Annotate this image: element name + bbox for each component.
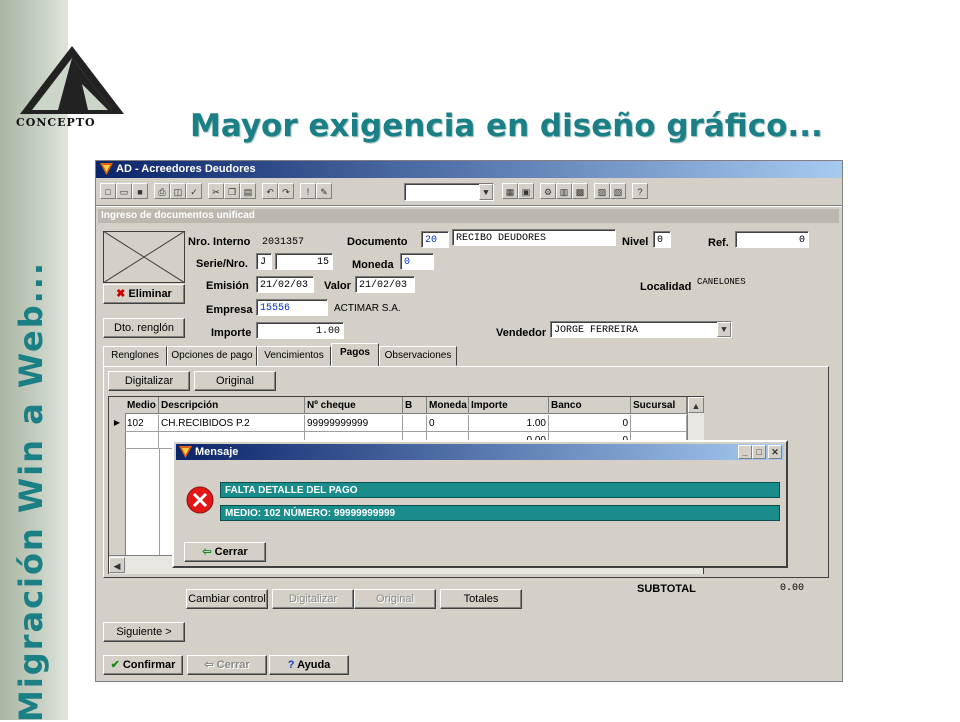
documento-label: Documento: [347, 236, 408, 248]
grid-cell[interactable]: 0: [427, 415, 469, 432]
nro-interno-label: Nro. Interno: [188, 236, 251, 248]
tab-opciones-de-pago[interactable]: Opciones de pago: [167, 346, 257, 366]
col-header-importe[interactable]: Importe: [469, 397, 549, 414]
original-button[interactable]: Original: [194, 371, 276, 391]
message-dialog: [172, 440, 788, 568]
paste-icon[interactable]: ▤: [240, 183, 256, 199]
ayuda-button[interactable]: [269, 655, 349, 675]
digitalizar-disabled-button[interactable]: Digitalizar: [272, 589, 354, 609]
chevron-down-icon[interactable]: ▼: [479, 184, 493, 200]
slide-title: Mayor exigencia en diseño gráfico...: [190, 108, 823, 144]
message-line-2: MEDIO: 102 NÚMERO: 99999999999: [220, 505, 780, 521]
col-header-moneda[interactable]: Moneda: [427, 397, 469, 414]
valor-label: Valor: [324, 280, 351, 292]
window-icon[interactable]: ▣: [518, 183, 534, 199]
report-icon[interactable]: ▥: [556, 183, 572, 199]
ref-field[interactable]: 0: [735, 231, 809, 248]
app-title: AD - Acreedores Deudores: [116, 163, 256, 175]
message-line-1: FALTA DETALLE DEL PAGO: [220, 482, 780, 498]
emision-label: Emisión: [206, 280, 249, 292]
localidad-value: CANELONES: [697, 277, 746, 287]
copy-icon[interactable]: ❐: [224, 183, 240, 199]
moneda-field[interactable]: 0: [400, 253, 434, 270]
checkmark-icon: ✔: [110, 659, 120, 671]
empty-column: [125, 449, 160, 555]
confirmar-button[interactable]: [103, 655, 183, 675]
alert-icon[interactable]: !: [300, 183, 316, 199]
serie-field[interactable]: J: [256, 253, 272, 270]
ref-label: Ref.: [708, 237, 729, 249]
grid-cell[interactable]: [125, 432, 159, 449]
eliminar-button[interactable]: [103, 284, 185, 304]
vendedor-label: Vendedor: [496, 327, 547, 339]
cut-icon[interactable]: ✂: [208, 183, 224, 199]
minimize-icon[interactable]: _: [738, 445, 752, 459]
vendedor-select[interactable]: [550, 321, 732, 338]
grid-cell[interactable]: CH.RECIBIDOS P.2: [159, 415, 305, 432]
toolbar-combo[interactable]: [404, 183, 494, 201]
dialog-title: Mensaje: [195, 446, 239, 458]
moneda-label: Moneda: [352, 259, 394, 271]
subtotal-label: SUBTOTAL: [637, 583, 696, 595]
app-titlebar: [96, 161, 842, 178]
close-icon[interactable]: ✕: [768, 445, 782, 459]
col-header-banco[interactable]: Banco: [549, 397, 631, 414]
app-logo-icon: [100, 163, 113, 175]
tab-pagos[interactable]: Pagos: [331, 343, 379, 367]
digitalizar-button[interactable]: Digitalizar: [108, 371, 190, 391]
calc-icon[interactable]: ▩: [572, 183, 588, 199]
localidad-label: Localidad: [640, 281, 692, 293]
redo-icon[interactable]: ↷: [278, 183, 294, 199]
importe-label: Importe: [211, 327, 252, 339]
dialog-cerrar-label: Cerrar: [214, 546, 248, 558]
form-title: Ingreso de documentos unificad: [98, 209, 839, 223]
siguiente-button[interactable]: Siguiente >: [103, 622, 185, 642]
spellcheck-icon[interactable]: ✓: [186, 183, 202, 199]
help-icon[interactable]: ?: [632, 183, 648, 199]
dto-renglon-button[interactable]: Dto. renglón: [103, 318, 185, 338]
toolbar: [96, 179, 842, 206]
original-disabled-button[interactable]: Original: [354, 589, 436, 609]
nivel-label: Nivel: [622, 236, 649, 248]
scroll-left-icon[interactable]: ◀: [109, 557, 125, 573]
maximize-icon[interactable]: □: [752, 445, 766, 459]
nivel-field[interactable]: 0: [653, 231, 671, 248]
help-icon: ?: [287, 659, 295, 671]
ayuda-label: Ayuda: [297, 659, 331, 671]
nro-interno-value: 2031357: [262, 237, 305, 248]
tools-icon[interactable]: ⚙: [540, 183, 556, 199]
tab-vencimientos[interactable]: Vencimientos: [257, 346, 331, 366]
app-window: [95, 160, 843, 682]
open-icon[interactable]: ▭: [116, 183, 132, 199]
exit-door-icon: ⇦: [204, 659, 214, 671]
grid-cell[interactable]: 1.00: [469, 415, 549, 432]
app-logo-icon: [179, 446, 192, 458]
exit-door-icon: ⇦: [202, 546, 212, 558]
grid-cell[interactable]: 0: [549, 415, 631, 432]
empresa-label: Empresa: [206, 304, 253, 316]
preview-icon[interactable]: ◫: [170, 183, 186, 199]
edit-icon[interactable]: ✎: [316, 183, 332, 199]
subtotal-value: 0.00: [780, 583, 805, 594]
new-icon[interactable]: □: [100, 183, 116, 199]
emision-field[interactable]: 21/02/03: [256, 276, 314, 293]
grid-cell[interactable]: 99999999999: [305, 415, 403, 432]
cerrar-label: Cerrar: [216, 659, 250, 671]
empresa-code-field[interactable]: 15556: [256, 299, 328, 316]
dialog-cerrar-button[interactable]: [184, 542, 266, 562]
documento-name-field[interactable]: RECIBO DEUDORES: [452, 229, 616, 246]
grid-icon[interactable]: ▦: [502, 183, 518, 199]
tab-observaciones[interactable]: Observaciones: [379, 346, 457, 366]
export-icon[interactable]: ▨: [594, 183, 610, 199]
col-header-sucursal[interactable]: Sucursal: [631, 397, 687, 414]
documento-code-field[interactable]: 20: [421, 231, 449, 248]
save-icon[interactable]: ■: [132, 183, 148, 199]
vertical-title: Migración Win a Web...: [12, 260, 50, 722]
grid-cell[interactable]: [403, 415, 427, 432]
error-icon: [186, 486, 214, 514]
cerrar-disabled-button[interactable]: [187, 655, 267, 675]
scroll-up-icon[interactable]: ▲: [688, 397, 704, 413]
col-header-descripcion[interactable]: Descripción: [159, 397, 305, 414]
undo-icon[interactable]: ↶: [262, 183, 278, 199]
image-placeholder-icon: [103, 231, 185, 283]
col-header-nro-cheque[interactable]: Nº cheque: [305, 397, 403, 414]
grid-cell[interactable]: [631, 415, 687, 432]
confirmar-label: Confirmar: [122, 659, 176, 671]
current-row-arrow-icon: ▶: [113, 418, 121, 427]
tab-renglones[interactable]: Renglones: [103, 346, 167, 366]
vendedor-value: JORGE FERREIRA: [554, 325, 639, 336]
col-header-b[interactable]: B: [403, 397, 427, 414]
col-header-medio[interactable]: Medio: [125, 397, 159, 414]
nro-field[interactable]: 15: [275, 253, 333, 270]
eliminar-label: Eliminar: [128, 288, 172, 300]
delete-x-icon: ✖: [116, 288, 126, 300]
dialog-titlebar: [176, 444, 784, 460]
cambiar-control-button[interactable]: Cambiar control: [186, 589, 268, 609]
valor-field[interactable]: 21/02/03: [355, 276, 415, 293]
logo-text: CONCEPTO: [16, 116, 96, 129]
import-icon[interactable]: ▧: [610, 183, 626, 199]
serie-nro-label: Serie/Nro.: [196, 258, 248, 270]
totales-button[interactable]: Totales: [440, 589, 522, 609]
concepto-logo-icon: [18, 44, 126, 120]
empresa-name: ACTIMAR S.A.: [334, 303, 401, 314]
importe-field[interactable]: 1.00: [256, 322, 344, 339]
grid-cell[interactable]: 102: [125, 415, 159, 432]
chevron-down-icon[interactable]: ▼: [717, 322, 731, 337]
print-icon[interactable]: ⎙: [154, 183, 170, 199]
